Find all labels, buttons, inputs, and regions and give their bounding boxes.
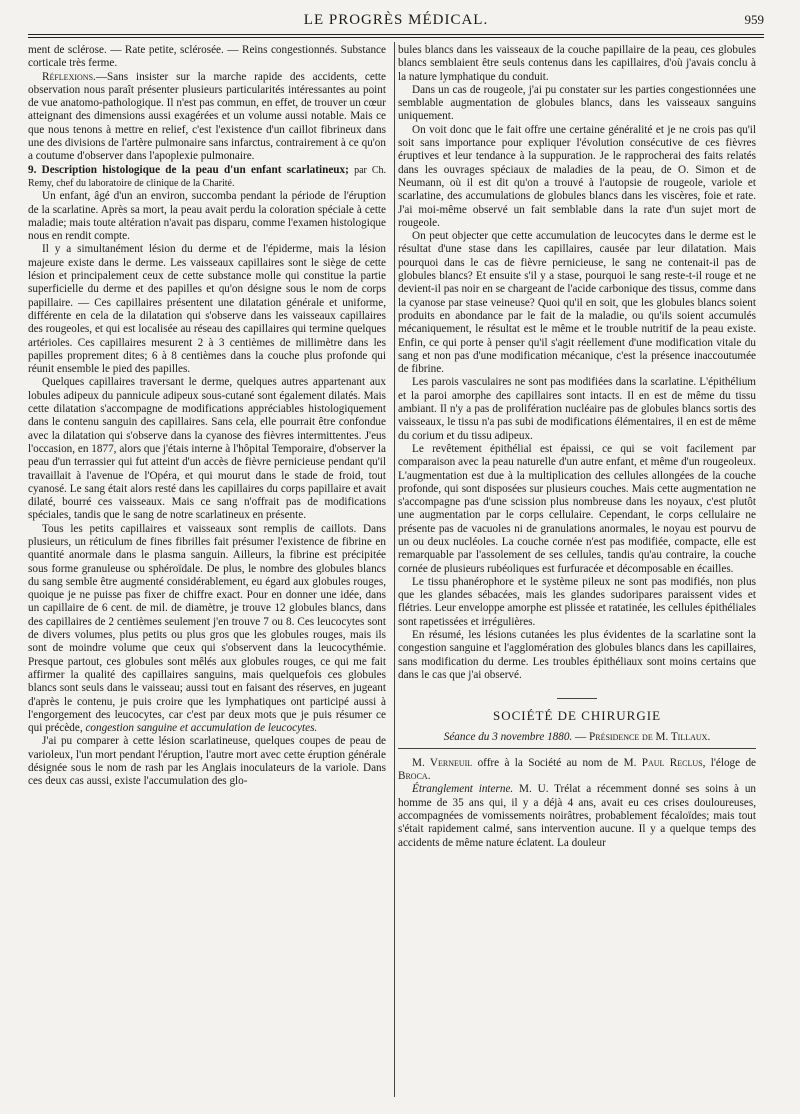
society-heading: SOCIÉTÉ DE CHIRURGIE [492, 708, 662, 724]
header-rule-bottom [28, 37, 764, 38]
paragraph [28, 71, 386, 164]
header-rule-top [28, 34, 764, 35]
paragraph: On voit donc que le fait offre une certaine généralité et je ne crois pas qu'il soit sans importance pour expliquer l'évolution consécutive de ces fièvres éruptives et leur tendance à la suppuration. Je le rapprocherai des faits relatés dans les ouvrages spéciaux de maladies de la peau, de O. Simon et de Neumann, où il est dit qu'on a trouvé à l'autopsie de rougeole, variole et scarlatine, des accumulations de globules blancs dans les viscères, foie et rate. J'ai moi-même observé un fait semblable dans la rate d'un sujet mort de rougeole. [398, 123, 756, 229]
section-heading [28, 164, 386, 191]
right-column [398, 44, 756, 1099]
paragraph [398, 783, 756, 849]
reflexions-label: Réflexions. [42, 70, 96, 83]
paragraph [398, 757, 756, 784]
divider [557, 698, 597, 699]
page-number: 959 [744, 12, 764, 27]
person-name: M. Verneuil [412, 756, 473, 769]
paragraph: Dans un cas de rougeole, j'ai pu constater sur les parties congestionnées une semblable augmentation de globules blancs, dans les vaisseaux sanguins uniquement. [398, 83, 756, 123]
paragraph-text: offre à la Société au nom de [477, 756, 619, 769]
column-divider [394, 42, 395, 1097]
section-author: par Ch. Remy, chef du laboratoire de clinique de la Charité. [28, 164, 386, 189]
paragraph: Un enfant, âgé d'un an environ, succomba pendant la période de l'éruption de la scarlatine. Après sa mort, la peau avait perdu la coloration spéciale à cette maladie; mais toute altération n'avait pas disparu, comme l'examen histologique nous en rendit compte. [28, 190, 386, 243]
paragraph: Le revêtement épithélial est épaissi, ce qui se voit facilement par comparaison avec la peau naturelle d'un autre enfant, et même d'un rougeoleux. L'augmentation est due à la multiplication des cellules allongées de la couche profonde, qui sont disposées sur plusieurs couches. Mais cette augmentation ne s'accompagne pas d'une scission plus nombreuse dans les noyaux, c'est plutôt une augmentation par le corps cellulaire. Cependant, le corps cellulaire ne présente pas de vacuoles ni de granulations anormales, le noyau est pourvu de un ou deux nucléoles. La couche cornée n'est pas modifiée, compacte, elle est remarquable par l'assolement de ses cellules, tandis qu'au contraire, la couche cornée de plusieurs rubéoliques est furfuracée et décomposable en écailles. [398, 442, 756, 575]
paragraph: On peut objecter que cette accumulation de leucocytes dans le derme est le résultat d'une stase dans les capillaires, causée par leur dilatation. Mais pourquoi dans le cas de fièvre pernicieuse, le sang ne contenait-il pas de globules blancs? Et ensuite s'il y a stase, pourquoi le sang reste-t-il rouge et ne devient-il pas noir en se chargeant de l'acide carbonique des tissus, comme dans la cyanose par stase veineuse? Quoi qu'il en soit, que les globules blancs soient produits en abondance par le fait de la maladie, ou qu'ils soient accumulés mécaniquement, le résultat est le même et le trouble nutritif de la peau existe. Enfin, ce qui porte à penser qu'il s'agit réellement d'une modification vitale du sang et non pas d'une modification mécanique, c'est la présence inaccoutumée de fibrine. [398, 230, 756, 376]
paragraph: Le tissu phanérophore et le système pileux ne sont pas modifiés, non plus que les glandes sébacées, mais les glandes sudoripares paraissent vides et flétries. Leur enveloppe amorphe est plissée et ratatinée, les cellules épithéliales sont rapetissées et irrégulières. [398, 575, 756, 628]
paragraph: Les parois vasculaires ne sont pas modifiées dans la scarlatine. L'épithélium et la paroi amorphe des capillaires sont intacts. Il en est de même du tissu ambiant. Il n'y a pas de prolifération nucléaire pas de globules blancs sortis des vaisseaux, le tissu n'a pas subi de modifications élémentaires, il en est de même du corium et du tissu adipeux. [398, 376, 756, 442]
session-date: Séance du 3 novembre 1880. [443, 730, 573, 743]
topic-lead: Étranglement interne. [412, 783, 514, 796]
society-section [398, 698, 756, 850]
section-title: Description histologique de la peau d'un enfant scarlatineux; [41, 163, 349, 176]
running-head [28, 8, 764, 32]
person-name: M. Paul Reclus, [623, 756, 706, 769]
session-line [398, 731, 756, 744]
journal-title: LE PROGRÈS MÉDICAL. [303, 12, 489, 28]
paragraph: J'ai pu comparer à cette lésion scarlatineuse, quelques coupes de peau de varioleux, l'un mort pendant l'éruption, l'autre mort avec cette éruption générale désignée sous le nom de rash par les Anglais inoculateurs de la variole. Dans ces deux cas aussi, existe l'accumulation des glo- [28, 735, 386, 788]
paragraph: bules blancs dans les vaisseaux de la couche papillaire de la peau, ces globules blancs semblaient être seuls contenus dans les capillaires, d'où j'avais conclu à la nature lymphatique du conduit. [398, 44, 756, 83]
section-number: 9. [28, 163, 37, 176]
left-column [28, 44, 386, 1099]
paragraph-text: l'éloge de [710, 756, 756, 769]
paragraph: Il y a simultanément lésion du derme et de l'épiderme, mais la lésion majeure existe dans le derme. Les vaisseaux capillaires sont le siège de cette lésion et principalement ceux de cette substance molle qui constitue la partie superficielle du derme et des papilles et qu'on désigne sous le nom de corps papillaire. — Ces capillaires présentent une dilatation générale et uniforme, différente en cela de la dilatation qui s'observe dans les vaisseaux capillaires des rougeoles, et qui est localisée au réseau des capillaires qui termine quelques artérioles. Ces capillaires mesurent 2 à 3 centièmes de millimètre dans les papilles proprement dites; 6 à 8 centièmes dans la couche plus profonde qui réunit ensemble le pied des papilles. [28, 243, 386, 376]
paragraph: ment de sclérose. — Rate petite, sclérosée. — Reins congestionnés. Substance corticale très ferme. [28, 44, 386, 70]
paragraph-text: —Sans insister sur la marche rapide des accidents, cette observation nous paraît présenter plusieurs particularités intéressantes au point de vue anatomo-pathologique. Il n'est pas commun, en effet, de trouver un cœur atteignant des dimensions aussi exagérées et un volume aussi notable. Mais ce que nous tenons à mettre en relief, c'est l'existence d'un caillot fibrineux dans une des divisions de l'artère pulmonaire sans infarctus, contrairement à ce qu'on a coutume d'observer dans l'apoplexie pulmonaire. [28, 70, 386, 163]
paragraph: En résumé, les lésions cutanées les plus évidentes de la scarlatine sont la congestion sanguine et l'agglomération des globules blancs dans les capillaires, sans modification du derme. Les troubles épithéliaux sont moins certains que dans le cas que j'ai observé. [398, 629, 756, 681]
divider [398, 748, 756, 749]
paragraph-text: Tous les petits capillaires et vaisseaux sont remplis de caillots. Dans plusieurs, un réticulum de fines fibrilles fait présumer l'existence de fibrine en quantité anormale dans le plasma sanguin. Ailleurs, la fibrine est précipitée sous forme granuleuse ou sphéroïdale. De plus, le nombre des globules blancs du sang semble être augmenté considérablement, eu égard aux globules rouges, quoique je ne puisse pas fixer de chiffre exact. Pour en donner une idée, dans un capillaire de 6 cent. de mil. de diamètre, je trouve 12 globules blancs, dans des capillaires de 2 centièmes seulement j'en trouve 7 ou 8. Ces leucocytes sont de divers volumes, plus petits ou plus gros que les globules rouges, mais ils sont de moindre volume que ceux qui s'observent dans la leucocythémie. Presque partout, ces globules sont mêlés aux globules rouges, ce qui me fait affirmer la qualité des capillaires sanguins, mais quelquefois ces globules blancs sont seuls dans le vaisseau; aussi tout en faisant des réserves, en jugeant d'après le contenu, je puis croire que les lymphatiques ont participé aussi à l'engorgement des leucocytes, car c'est par deux mots que je puis résumer ce qui précède, [28, 522, 386, 735]
session-presidence: — Présidence de M. Tillaux. [575, 730, 711, 743]
emphasis-text: congestion sanguine et accumulation de leucocytes. [85, 722, 318, 735]
person-name: Broca. [398, 770, 431, 783]
paragraph-text: M. U. Trélat a récemment donné ses soins à un homme de 35 ans qui, il y a déjà 4 ans, avait eu ces crises douloureuses, accompagnées de vomissements noirâtres, probablement fécaloïdes; mais tout s'était rapidement calmé, sans intervention aucune. Il y a quelque temps des accidents de même nature éclatent. La douleur [398, 783, 756, 849]
paragraph [28, 523, 386, 736]
paragraph: Quelques capillaires traversant le derme, quelques autres appartenant aux lobules adipeux du pannicule adipeux sous-cutané sont également dilatés. Mais cette dilatation s'accompagne de modifications appréciables histologiquement dans le contenu sanguin des capillaires. Sans cela, elle pourrait être confondue avec la dilatation qui s'observe dans la cyanose des fièvres intermittentes. J'eus l'occasion, en 1877, alors que j'étais interne à l'hôpital Temporaire, d'observer la peau d'un terrassier qui fut atteint d'un accès de fièvre pernicieuse pendant qu'il travaillait à l'avenue de l'Opéra, et qui mourut dans le stade de froid, tout cyanosé. Le sang était alors resté dans les capillaires du corps papillaire et avait dilaté, bourré ces vaisseaux. Mais ce sang n'offrait pas de modifications spéciales, tandis que le sang de notre scarlatineux en présente. [28, 376, 386, 522]
